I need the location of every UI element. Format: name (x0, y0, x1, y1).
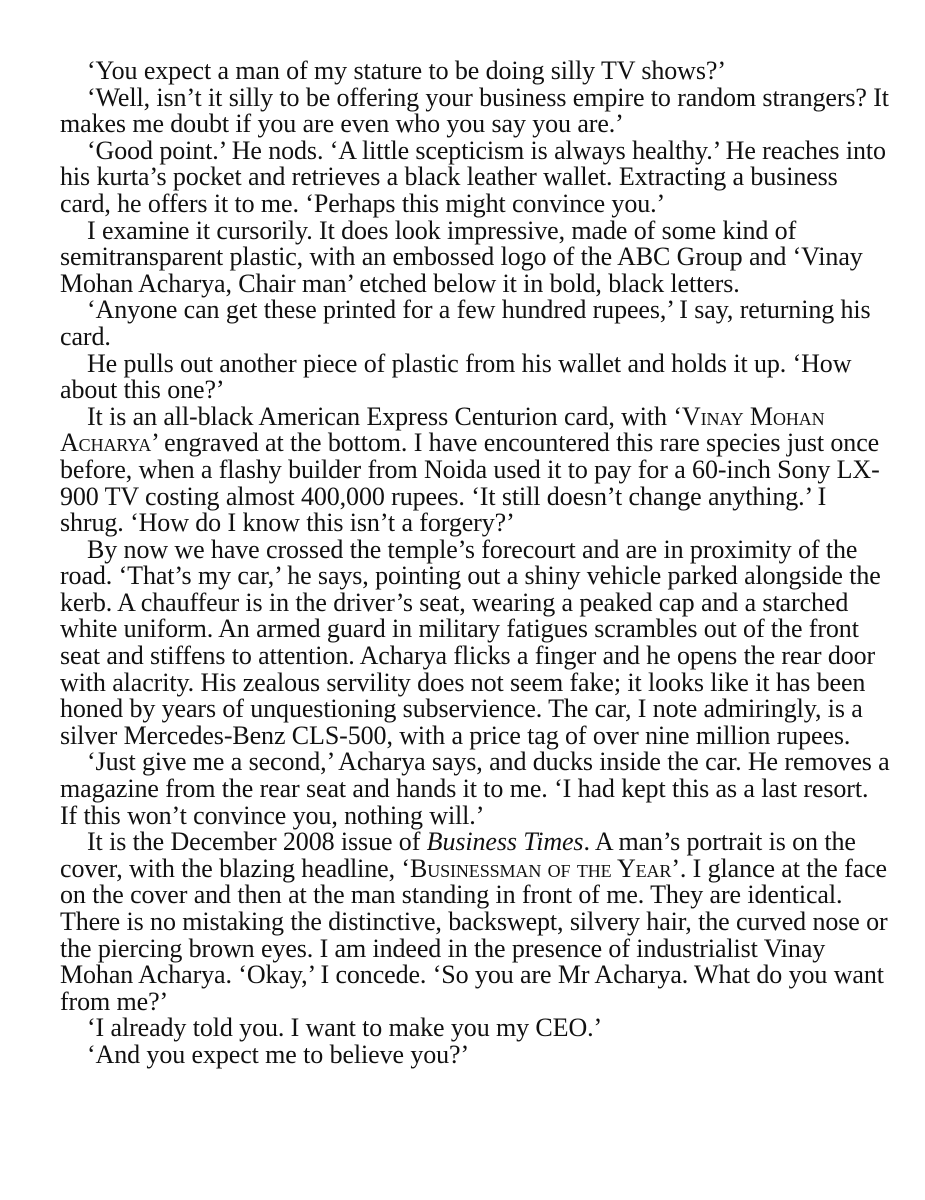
paragraph-10-after: ’. I glance at the face on the cover and then at the man standing in front of me. They are identical. There is no mistaking the distinctive, backswept, silvery hair, the curved nose or the piercing brown eyes. I am indeed in the presence of industrialist Vinay Mohan Acharya. ‘Okay,’ I concede. ‘So you are Mr Acharya. What do you want from me?’ (60, 853, 888, 1016)
paragraph-7-before: It is an all-black American Express Centurion card, with ‘ (87, 401, 682, 431)
paragraph-6: He pulls out another piece of plastic from his wallet and holds it up. ‘How about this one?’ (60, 348, 852, 405)
book-page (60, 58, 890, 1069)
paragraph-8: By now we have crossed the temple’s forecourt and are in proximity of the road. ‘That’s my car,’ he says, pointing out a shiny vehicle parked alongside the kerb. A chauffeur is in the driver’s seat, wearing a peaked cap and a starched white uniform. An armed guard in military fatigues scrambles out of the front seat and stiffens to attention. Acharya flicks a finger and he opens the rear door with alacrity. His zealous servility does not seem fake; it looks like it has been honed by years of unquestioning subservience. The car, I note admiringly, is a silver Mercedes-Benz CLS-500, with a price tag of over nine million rupees. (60, 534, 881, 750)
paragraph-11: ‘I already told you. I want to make you my CEO.’ (87, 1013, 603, 1043)
paragraph-2: ‘Well, isn’t it silly to be offering your business empire to random strangers? It makes me doubt if you are even who you say you are.’ (60, 82, 889, 139)
card-name-smallcaps: Vinay Mohan Acharya (60, 401, 825, 458)
paragraph-3: ‘Good point.’ He nods. ‘A little scepticism is always healthy.’ He reaches into his kurta’s pocket and retrieves a black leather wallet. Extracting a business card, he offers it to me. ‘Perhaps this might convince you.’ (60, 135, 886, 218)
paragraph-9: ‘Just give me a second,’ Acharya says, and ducks inside the car. He removes a magazine from the rear seat and hands it to me. ‘I had kept this as a last resort. If this won’t convince you, nothing will.’ (60, 747, 890, 830)
paragraph-10-middle: . A man’s portrait is on the cover, with the blazing headline, ‘ (60, 827, 856, 883)
magazine-title-italic: Business Times (426, 827, 584, 857)
headline-smallcaps: Businessman of the Year (409, 853, 672, 883)
paragraph-10-before: It is the December 2008 issue of (87, 827, 427, 857)
paragraph-10 (60, 829, 890, 1015)
paragraph-4: I examine it cursorily. It does look impressive, made of some kind of semitransparent plastic, with an embossed logo of the ABC Group and ‘Vinay Mohan Acharya, Chair man’ etched below it in bold, black letters. (60, 215, 863, 298)
paragraph-7 (60, 401, 890, 538)
paragraph-5: ‘Anyone can get these printed for a few hundred rupees,’ I say, returning his card. (60, 295, 871, 351)
paragraph-12: ‘And you expect me to believe you?’ (87, 1039, 470, 1069)
paragraph-1: ‘You expect a man of my stature to be doing silly TV shows?’ (87, 56, 726, 85)
paragraph-7-after: ’ engraved at the bottom. I have encountered this rare species just once before, when a flashy builder from Noida used it to pay for a 60-inch Sony LX-900 TV costing almost 400,000 rupees. ‘It still doesn’t change anything.’ I shrug. ‘How do I know this isn’t a forgery?’ (60, 428, 880, 538)
